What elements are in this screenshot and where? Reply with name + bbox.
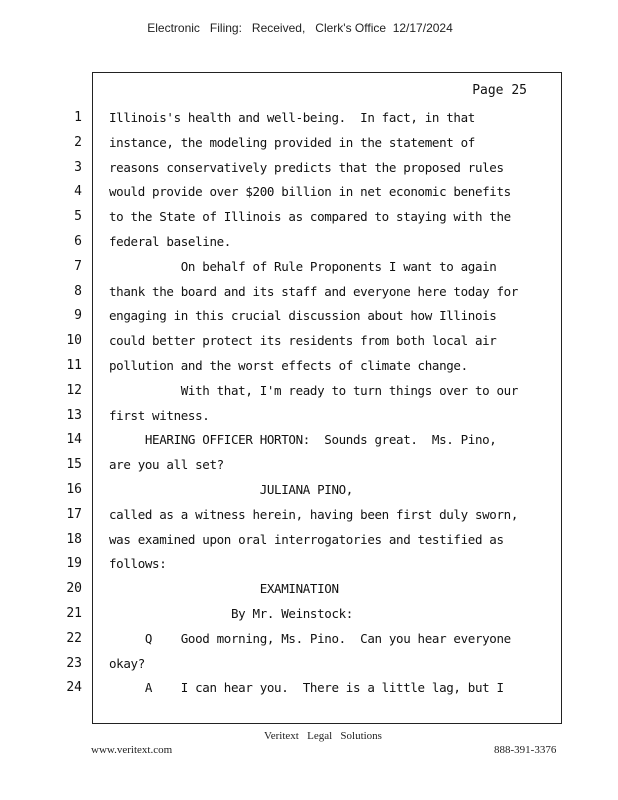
transcript-line: would provide over $200 billion in net economic benefits <box>109 184 511 200</box>
transcript-line: On behalf of Rule Proponents I want to again <box>109 258 497 274</box>
line-number: 21 <box>66 606 82 621</box>
transcript-line: Q Good morning, Ms. Pino. Can you hear everyone <box>109 630 511 646</box>
line-number: 20 <box>66 581 82 597</box>
transcript-line: okay? <box>109 655 145 671</box>
transcript-line: thank the board and its staff and everyone here today for <box>109 283 519 299</box>
line-number: 15 <box>66 457 82 473</box>
line-number: 1 <box>74 110 82 125</box>
transcript-line: pollution and the worst effects of climate change. <box>109 358 468 373</box>
line-number: 13 <box>66 407 82 423</box>
transcript-line: JULIANA PINO, <box>109 482 353 497</box>
footer-company: Veritext Legal Solutions <box>264 730 382 742</box>
line-number: 11 <box>66 358 82 373</box>
transcript-line: By Mr. Weinstock: <box>109 606 353 621</box>
transcript-line: was examined upon oral interrogatories and testified as <box>109 531 504 547</box>
line-number: 14 <box>66 432 82 448</box>
transcript-line: could better protect its residents from both local air <box>109 333 497 349</box>
line-number: 17 <box>66 506 82 522</box>
line-number: 6 <box>74 234 82 249</box>
line-number: 4 <box>74 184 82 200</box>
line-number: 24 <box>66 680 82 696</box>
line-number: 5 <box>74 209 82 225</box>
line-number: 22 <box>66 630 82 646</box>
footer-website: www.veritext.com <box>91 744 173 756</box>
transcript-line: federal baseline. <box>109 234 231 249</box>
transcript-line: HEARING OFFICER HORTON: Sounds great. Ms. Pino, <box>109 432 497 448</box>
line-number: 8 <box>74 283 82 299</box>
footer-phone: 888-391-3376 <box>494 744 557 756</box>
transcript-line: engaging in this crucial discussion about how Illinois <box>109 308 497 324</box>
line-number: 12 <box>66 382 82 398</box>
electronic-filing-stamp: Electronic Filing: Received, Clerk's Office 12/17/2024 <box>147 21 453 35</box>
line-number: 3 <box>74 159 82 175</box>
transcript-line: first witness. <box>109 407 210 423</box>
line-number: 23 <box>66 655 82 671</box>
transcript-line: called as a witness herein, having been first duly sworn, <box>109 506 519 522</box>
transcript-line: follows: <box>109 556 167 572</box>
line-number: 10 <box>66 333 82 349</box>
line-number: 18 <box>66 531 82 547</box>
transcript-line: Illinois's health and well-being. In fact, in that <box>109 110 475 125</box>
page-number: Page 25 <box>472 83 527 98</box>
transcript-line: A I can hear you. There is a little lag, but I <box>109 680 504 696</box>
transcript-line: EXAMINATION <box>109 581 339 597</box>
transcript-line: With that, I'm ready to turn things over to our <box>109 382 519 398</box>
line-number: 2 <box>74 134 82 150</box>
transcript-line: are you all set? <box>109 457 224 473</box>
line-number: 9 <box>74 308 82 324</box>
line-number: 16 <box>66 482 82 497</box>
transcript-line: to the State of Illinois as compared to staying with the <box>109 209 511 225</box>
line-number: 7 <box>74 258 82 274</box>
transcript-line: reasons conservatively predicts that the proposed rules <box>109 159 504 175</box>
transcript-line: instance, the modeling provided in the statement of <box>109 134 475 150</box>
line-number: 19 <box>66 556 82 572</box>
